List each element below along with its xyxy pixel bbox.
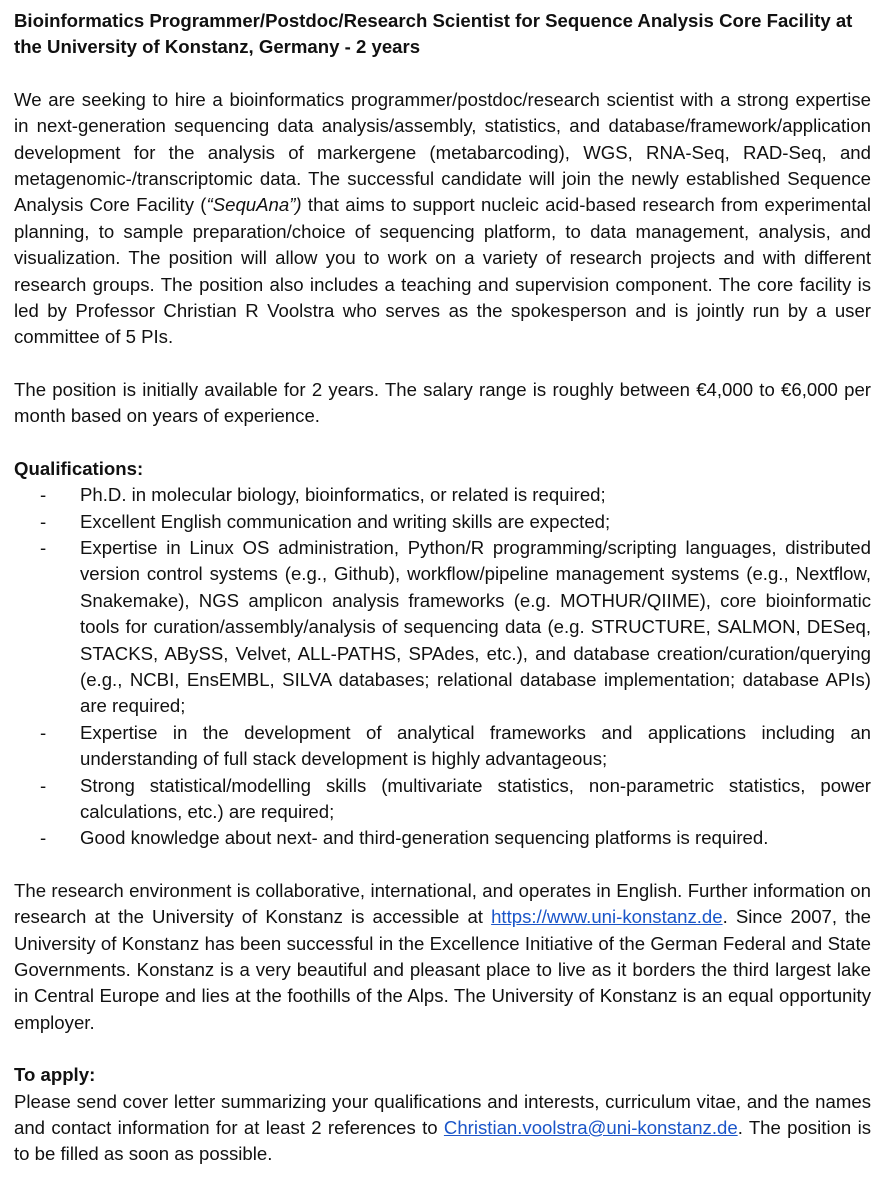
list-item <box>14 535 871 720</box>
job-posting-document <box>14 8 871 1168</box>
bullet-dash: - <box>40 536 47 558</box>
list-item <box>14 720 871 773</box>
apply-text-end: . The position is to be filled as soon as possible. <box>14 1117 871 1165</box>
list-item <box>14 482 871 508</box>
list-item-text: Expertise in the development of analytical frameworks and applications including an understanding of full stack development is highly advantageous; <box>80 721 871 770</box>
contact-email-link[interactable]: Christian.voolstra@uni-konstanz.de <box>443 1117 738 1139</box>
apply-text-start: Please send cover letter summarizing your qualifications and interests, curriculum vitae, and the names and contact information for at least 2 references to <box>14 1090 871 1139</box>
list-item <box>14 509 871 535</box>
qualifications-list <box>14 482 871 852</box>
environment-paragraph <box>14 878 871 1036</box>
bullet-dash: - <box>40 774 47 796</box>
list-item <box>14 825 871 851</box>
apply-heading: To apply: <box>14 1064 96 1086</box>
university-website-link[interactable]: https://www.uni-konstanz.de <box>491 906 723 928</box>
bullet-dash: - <box>40 721 47 743</box>
apply-paragraph <box>14 1089 871 1168</box>
list-item-text: Good knowledge about next- and third-generation sequencing platforms is required. <box>80 827 769 849</box>
bullet-dash: - <box>40 827 47 849</box>
salary-paragraph: The position is initially available for 2 years. The salary range is roughly between €4,000 to €6,000 per month based on years of experience. <box>14 378 871 427</box>
environment-text-end: . Since 2007, the University of Konstanz has been successful in the Excellence Initiative of the German Federal and State Governments. Konstanz is a very beautiful and pleasant place to live as it borders the third largest lake in Central Europe and lies at the foothills of the Alps. The University of Konstanz is an equal opportunity employer. <box>14 906 871 1033</box>
list-item <box>14 773 871 826</box>
facility-name: “SequAna”) <box>206 194 302 216</box>
list-item-text: Strong statistical/modelling skills (multivariate statistics, non-parametric statistics, power calculations, etc.) are required; <box>80 774 871 822</box>
intro-paragraph <box>14 87 871 351</box>
qualifications-heading: Qualifications: <box>14 457 144 479</box>
list-item-text: Excellent English communication and writing skills are expected; <box>80 510 611 532</box>
bullet-dash: - <box>40 484 47 506</box>
environment-text-start: The research environment is collaborative, international, and operates in English. Further information on research at the University of Konstanz is accessible at <box>14 879 871 928</box>
posting-title: Bioinformatics Programmer/Postdoc/Research Scientist for Sequence Analysis Core Facility at the University of Konstanz, Germany - 2 years <box>14 10 853 58</box>
intro-text-start: We are seeking to hire a bioinformatics programmer/postdoc/research scientist with a strong expertise in next-generation sequencing data analysis/assembly, statistics, and database/framework/application development for the analysis of markergene (metabarcoding), WGS, RNA-Seq, RAD-Seq, and metagenomic-/transcriptomic data. The successful candidate will join the newly established Sequence Analysis Core Facility ( <box>14 88 871 216</box>
list-item-text: Expertise in Linux OS administration, Python/R programming/scripting languages, distributed version control systems (e.g., Github), workflow/pipeline management systems (e.g., Nextflow, Snakemake), NGS amplicon analysis frameworks (e.g. MOTHUR/QIIME), core bioinformatic tools for curation/assembly/analysis of sequencing data (e.g. STRUCTURE, SALMON, DESeq, STACKS, ABySS, Velvet, ALL-PATHS, SPAdes, etc.), and database creation/curation/querying (e.g., NCBI, EnsEMBL, SILVA databases; relational database implementation; database APIs) are required; <box>80 536 871 717</box>
bullet-dash: - <box>40 510 47 532</box>
intro-text-end: that aims to support nucleic acid-based research from experimental planning, to sample preparation/choice of sequencing platform, to data management, analysis, and visualization. The position will allow you to work on a variety of research projects and with different research groups. The position also includes a teaching and supervision component. The core facility is led by Professor Christian R Voolstra who serves as the spokesperson and is jointly run by a user committee of 5 PIs. <box>14 194 871 348</box>
list-item-text: Ph.D. in molecular biology, bioinformatics, or related is required; <box>80 484 606 506</box>
